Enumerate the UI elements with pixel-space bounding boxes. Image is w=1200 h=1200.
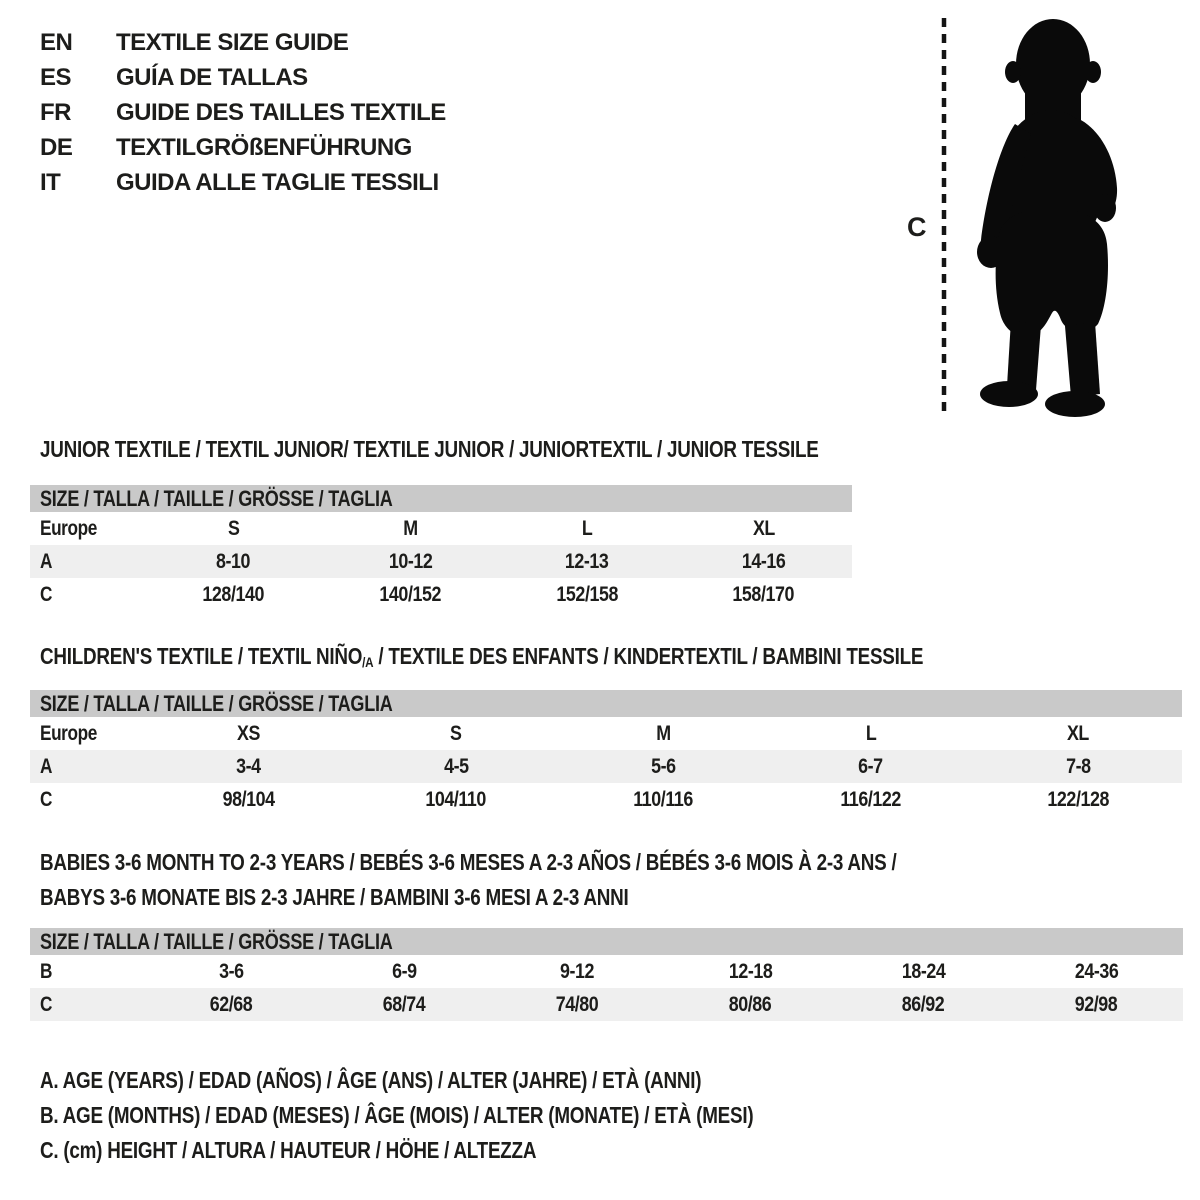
value-cell-text: 5-6 bbox=[651, 754, 676, 778]
value-cell-text: 14-16 bbox=[741, 549, 786, 573]
value-cell bbox=[560, 755, 767, 779]
value-cell bbox=[664, 960, 837, 984]
value-cell bbox=[675, 583, 852, 607]
value-cell bbox=[1010, 960, 1183, 984]
size-cell-text: S bbox=[227, 516, 240, 540]
value-cell bbox=[499, 583, 676, 607]
language-code: EN bbox=[40, 28, 73, 56]
value-cell bbox=[560, 788, 767, 812]
size-cell bbox=[675, 517, 852, 541]
row-label bbox=[30, 788, 145, 812]
value-cell bbox=[352, 755, 559, 779]
value-cell-text: 8-10 bbox=[216, 549, 251, 573]
value-cell bbox=[145, 583, 322, 607]
value-cell-text: 86/92 bbox=[902, 992, 945, 1016]
value-cell-text: 18-24 bbox=[901, 959, 946, 983]
value-cell bbox=[322, 550, 499, 574]
value-cell bbox=[837, 993, 1010, 1017]
value-cell-text: 128/140 bbox=[202, 582, 265, 606]
size-cell bbox=[145, 722, 352, 746]
size-cell-text: XS bbox=[237, 721, 261, 745]
children-table-header bbox=[30, 690, 1182, 717]
size-cell bbox=[767, 722, 974, 746]
value-cell bbox=[145, 788, 352, 812]
size-cell-text: XL bbox=[752, 516, 775, 540]
row-label bbox=[30, 550, 145, 574]
value-cell bbox=[675, 550, 852, 574]
value-cell-text: 140/152 bbox=[379, 582, 441, 606]
value-cell-text: 12-13 bbox=[565, 549, 609, 573]
value-cell-text: 98/104 bbox=[222, 787, 275, 811]
size-header-label: SIZE / TALLA / TAILLE / GRÖSSE / TAGLIA bbox=[40, 690, 393, 716]
size-cell bbox=[499, 517, 676, 541]
guide-title: GUÍA DE TALLAS bbox=[116, 63, 308, 91]
row-label bbox=[30, 583, 145, 607]
row-label-text: Europe bbox=[40, 516, 97, 540]
value-cell-text: 80/86 bbox=[729, 992, 772, 1016]
value-cell-text: 6-7 bbox=[858, 754, 884, 778]
value-cell bbox=[664, 993, 837, 1017]
row-label-text: B bbox=[40, 959, 53, 983]
value-cell-text: 9-12 bbox=[560, 959, 595, 983]
language-title-list bbox=[40, 25, 446, 200]
table-row bbox=[30, 750, 1182, 783]
size-cell-text: L bbox=[865, 721, 877, 745]
value-cell-text: 12-18 bbox=[728, 959, 773, 983]
value-cell bbox=[145, 960, 318, 984]
size-header-label: SIZE / TALLA / TAILLE / GRÖSSE / TAGLIA bbox=[40, 485, 393, 511]
value-cell-text: 3-6 bbox=[219, 959, 244, 983]
value-cell bbox=[837, 960, 1010, 984]
guide-title: GUIDE DES TAILLES TEXTILE bbox=[116, 98, 446, 126]
table-row bbox=[30, 717, 1182, 750]
babies-heading-line2: BABYS 3-6 MONATE BIS 2-3 JAHRE / BAMBINI 3-6 MESI A 2-3 ANNI bbox=[40, 884, 629, 910]
value-cell bbox=[145, 550, 322, 574]
table-row bbox=[30, 512, 852, 545]
value-cell bbox=[1010, 993, 1183, 1017]
value-cell-text: 122/128 bbox=[1047, 787, 1110, 811]
row-label-text: A bbox=[40, 754, 53, 778]
size-cell bbox=[352, 722, 559, 746]
row-label bbox=[30, 722, 145, 746]
table-row bbox=[30, 578, 852, 611]
value-cell-text: 110/116 bbox=[633, 787, 694, 811]
measure-legend bbox=[40, 1063, 910, 1168]
row-label bbox=[30, 755, 145, 779]
value-cell bbox=[767, 788, 974, 812]
babies-table-header bbox=[30, 928, 1183, 955]
value-cell-text: 4-5 bbox=[443, 754, 469, 778]
value-cell bbox=[975, 788, 1182, 812]
size-header-label: SIZE / TALLA / TAILLE / GRÖSSE / TAGLIA bbox=[40, 928, 393, 954]
list-item bbox=[40, 165, 446, 200]
guide-title: TEXTILE SIZE GUIDE bbox=[116, 28, 349, 56]
table-row bbox=[30, 955, 1183, 988]
value-cell-text: 3-4 bbox=[236, 754, 261, 778]
value-cell-text: 116/122 bbox=[840, 787, 902, 811]
value-cell-text: 7-8 bbox=[1066, 754, 1091, 778]
value-cell-text: 24-36 bbox=[1074, 959, 1119, 983]
junior-section-heading-text: JUNIOR TEXTILE / TEXTIL JUNIOR/ TEXTILE JUNIOR / JUNIORTEXTIL / JUNIOR TESSILE bbox=[40, 436, 819, 462]
value-cell bbox=[318, 960, 491, 984]
value-cell bbox=[491, 993, 664, 1017]
value-cell-text: 158/170 bbox=[732, 582, 795, 606]
list-item bbox=[40, 130, 446, 165]
list-item bbox=[40, 60, 446, 95]
size-cell bbox=[560, 722, 767, 746]
junior-size-table bbox=[30, 485, 852, 611]
babies-heading-line1: BABIES 3-6 MONTH TO 2-3 YEARS / BEBÉS 3-6 MESES A 2-3 AÑOS / BÉBÉS 3-6 MOIS À 2-3 ANS / bbox=[40, 849, 897, 875]
value-cell-text: 10-12 bbox=[388, 549, 432, 573]
row-label-text: C bbox=[40, 787, 53, 811]
table-row bbox=[30, 783, 1182, 816]
language-code: DE bbox=[40, 133, 73, 161]
language-code: FR bbox=[40, 98, 71, 126]
language-code: ES bbox=[40, 63, 72, 91]
value-cell-text: 104/110 bbox=[425, 787, 487, 811]
value-cell-text: 74/80 bbox=[556, 992, 599, 1016]
value-cell bbox=[145, 755, 352, 779]
children-section-heading-text bbox=[40, 643, 923, 673]
list-item bbox=[40, 25, 446, 60]
size-cell-text: XL bbox=[1067, 721, 1090, 745]
junior-table-header bbox=[30, 485, 852, 512]
measure-c-label: C bbox=[907, 212, 927, 242]
value-cell bbox=[318, 993, 491, 1017]
value-cell bbox=[145, 993, 318, 1017]
legend-line-b bbox=[40, 1098, 910, 1133]
language-code: IT bbox=[40, 168, 61, 196]
children-size-table bbox=[30, 690, 1182, 816]
row-label-text: C bbox=[40, 582, 53, 606]
dashed-measure-line-icon bbox=[941, 18, 947, 418]
children-heading-post: / TEXTILE DES ENFANTS / KINDERTEXTIL / BAMBINI TESSILE bbox=[373, 643, 924, 669]
row-label-text: A bbox=[40, 549, 53, 573]
value-cell bbox=[767, 755, 974, 779]
list-item bbox=[40, 95, 446, 130]
row-label-text: C bbox=[40, 992, 53, 1016]
table-row bbox=[30, 988, 1183, 1021]
children-heading-pre: CHILDREN'S TEXTILE / TEXTIL NIÑO bbox=[40, 643, 363, 669]
value-cell-text: 68/74 bbox=[383, 992, 426, 1016]
size-cell-text: M bbox=[656, 721, 671, 745]
guide-title: TEXTILGRÖßENFÜHRUNG bbox=[116, 133, 412, 161]
size-cell bbox=[322, 517, 499, 541]
children-section-heading bbox=[40, 643, 1117, 673]
legend-line-a-text: A. AGE (YEARS) / EDAD (AÑOS) / ÂGE (ANS) / ALTER (JAHRE) / ETÀ (ANNI) bbox=[40, 1067, 702, 1093]
value-cell bbox=[352, 788, 559, 812]
babies-section-heading bbox=[40, 849, 1085, 919]
legend-line-b-text: B. AGE (MONTHS) / EDAD (MESES) / ÂGE (MOIS) / ALTER (MONATE) / ETÀ (MESI) bbox=[40, 1102, 754, 1128]
value-cell bbox=[975, 755, 1182, 779]
size-cell-text: M bbox=[402, 516, 418, 540]
babies-size-table bbox=[30, 928, 1183, 1021]
value-cell-text: 6-9 bbox=[392, 959, 417, 983]
table-row bbox=[30, 545, 852, 578]
value-cell bbox=[491, 960, 664, 984]
value-cell-text: 92/98 bbox=[1075, 992, 1118, 1016]
size-cell-text: L bbox=[581, 516, 593, 540]
row-label bbox=[30, 517, 145, 541]
junior-section-heading bbox=[40, 436, 990, 462]
row-label bbox=[30, 960, 145, 984]
size-cell-text: S bbox=[450, 721, 462, 745]
legend-line-a bbox=[40, 1063, 910, 1098]
value-cell bbox=[322, 583, 499, 607]
size-cell bbox=[145, 517, 322, 541]
value-cell-text: 62/68 bbox=[210, 992, 253, 1016]
size-cell bbox=[975, 722, 1182, 746]
legend-line-c bbox=[40, 1133, 910, 1168]
legend-line-c-text: C. (cm) HEIGHT / ALTURA / HAUTEUR / HÖHE / ALTEZZA bbox=[40, 1137, 537, 1163]
row-label bbox=[30, 993, 145, 1017]
children-heading-sub: /A bbox=[362, 655, 374, 672]
baby-silhouette-icon bbox=[965, 12, 1143, 419]
value-cell-text: 152/158 bbox=[556, 582, 618, 606]
row-label-text: Europe bbox=[40, 721, 97, 745]
height-measure-figure bbox=[895, 10, 1155, 422]
value-cell bbox=[499, 550, 676, 574]
guide-title: GUIDA ALLE TAGLIE TESSILI bbox=[116, 168, 439, 196]
